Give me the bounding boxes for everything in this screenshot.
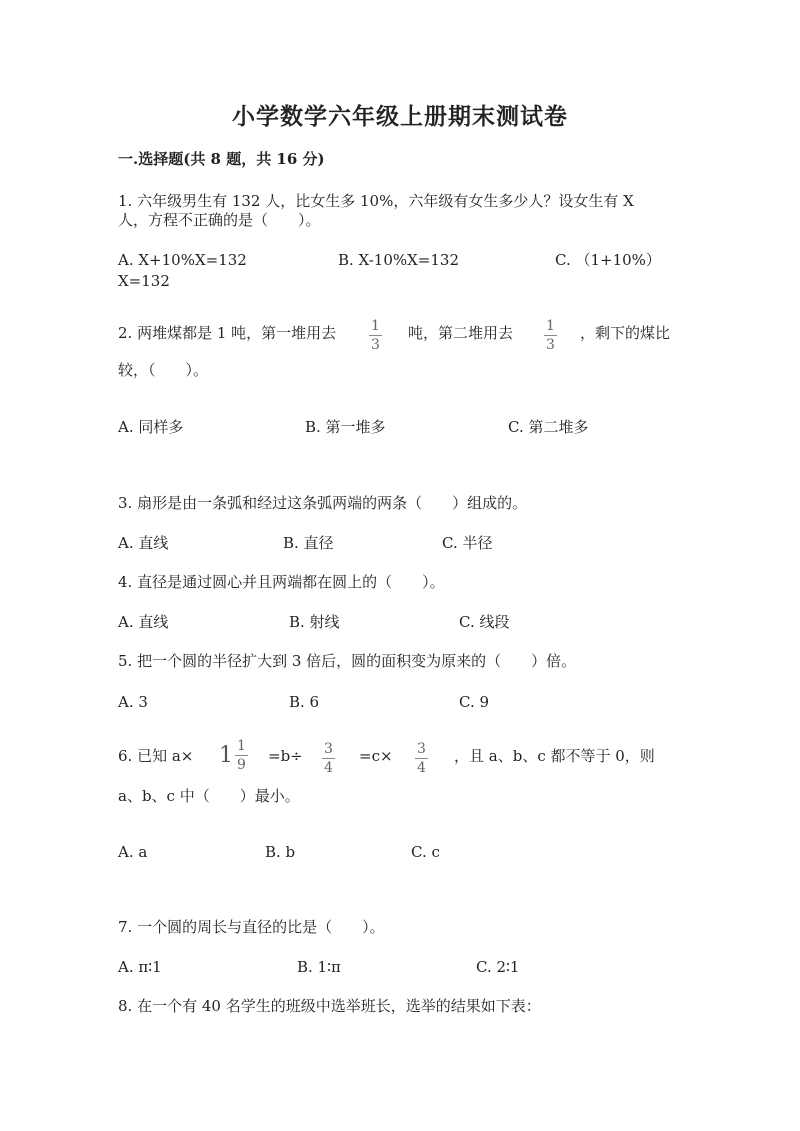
question-5-text: 5. 把一个圆的半径扩大到 3 倍后，圆的面积变为原来的（ ）倍。	[118, 652, 577, 670]
question-3-option-b[interactable]: B. 直径	[283, 534, 334, 552]
fraction-bar	[322, 758, 335, 759]
question-1-line-2: 人，方程不正确的是（ ）。	[118, 211, 321, 229]
question-2-part-3: ，剩下的煤比	[580, 324, 671, 342]
page-title: 小学数学六年级上册期末测试卷	[232, 103, 568, 130]
question-1-option-b[interactable]: B. X-10%X=132	[338, 251, 459, 269]
question-6-option-a[interactable]: A. a	[118, 843, 148, 861]
fraction-bar	[235, 755, 248, 756]
question-7-option-a[interactable]: A. π∶1	[118, 958, 162, 976]
question-6-part-3: =c×	[359, 747, 393, 765]
fraction-numerator: 3	[324, 741, 333, 757]
question-6-line-2: a、b、c 中（ ）最小。	[118, 787, 300, 805]
question-2-option-c[interactable]: C. 第二堆多	[508, 418, 589, 436]
question-6-option-c[interactable]: C. c	[411, 843, 440, 861]
question-7-option-b[interactable]: B. 1∶π	[297, 958, 341, 976]
fraction-bar	[544, 335, 557, 336]
question-2-fraction-1	[369, 318, 382, 353]
question-3-text: 3. 扇形是由一条弧和经过这条弧两端的两条（ ）组成的。	[118, 494, 528, 512]
question-2-fraction-2	[544, 318, 557, 353]
question-6-part-4: ，且 a、b、c 都不等于 0，则	[454, 747, 655, 765]
question-8-text: 8. 在一个有 40 名学生的班级中选举班长，选举的结果如下表：	[118, 997, 541, 1015]
fraction-bar	[415, 758, 428, 759]
question-6-option-b[interactable]: B. b	[265, 843, 296, 861]
question-2-part-2: 吨，第二堆用去	[408, 324, 514, 342]
question-7-option-c[interactable]: C. 2∶1	[476, 958, 520, 976]
fraction-denominator: 4	[324, 760, 333, 776]
question-6-fraction-1	[322, 741, 335, 776]
fraction-numerator: 1	[371, 318, 380, 334]
question-4-option-a[interactable]: A. 直线	[118, 613, 169, 631]
fraction-denominator: 9	[237, 757, 246, 773]
question-4-text: 4. 直径是通过圆心并且两端都在圆上的（ ）。	[118, 573, 445, 591]
section-heading: 一.选择题(共 8 题，共 16 分)	[118, 150, 325, 168]
fraction-numerator: 3	[417, 741, 426, 757]
question-5-option-a[interactable]: A. 3	[118, 693, 148, 711]
question-3-option-a[interactable]: A. 直线	[118, 534, 169, 552]
question-6-mixed-number	[219, 738, 248, 773]
question-5-option-b[interactable]: B. 6	[289, 693, 320, 711]
question-2-part-1: 2. 两堆煤都是 1 吨，第一堆用去	[118, 324, 337, 342]
mixed-number-whole: 1	[219, 743, 233, 768]
question-1-option-c-cont: X=132	[118, 272, 170, 290]
question-2-option-b[interactable]: B. 第一堆多	[305, 418, 386, 436]
question-2-line-2: 较，（ ）。	[118, 361, 209, 379]
question-1-option-a[interactable]: A. X+10%X=132	[118, 251, 247, 269]
question-6-part-2: =b÷	[268, 747, 303, 765]
question-2-option-a[interactable]: A. 同样多	[118, 418, 184, 436]
question-6-part-1: 6. 已知 a×	[118, 747, 194, 765]
question-4-option-b[interactable]: B. 射线	[289, 613, 340, 631]
question-7-text: 7. 一个圆的周长与直径的比是（ ）。	[118, 918, 385, 936]
fraction-numerator: 1	[546, 318, 555, 334]
question-4-option-c[interactable]: C. 线段	[459, 613, 510, 631]
fraction-bar	[369, 335, 382, 336]
mixed-number-fraction	[235, 738, 248, 773]
fraction-denominator: 3	[546, 337, 555, 353]
question-3-option-c[interactable]: C. 半径	[442, 534, 493, 552]
question-1-option-c[interactable]: C. （1+10%）	[555, 251, 661, 269]
question-5-option-c[interactable]: C. 9	[459, 693, 490, 711]
question-6-fraction-2	[415, 741, 428, 776]
fraction-denominator: 3	[371, 337, 380, 353]
fraction-numerator: 1	[237, 738, 246, 754]
question-1-line-1: 1. 六年级男生有 132 人，比女生多 10%，六年级有女生多少人？设女生有 X	[118, 192, 634, 210]
fraction-denominator: 4	[417, 760, 426, 776]
